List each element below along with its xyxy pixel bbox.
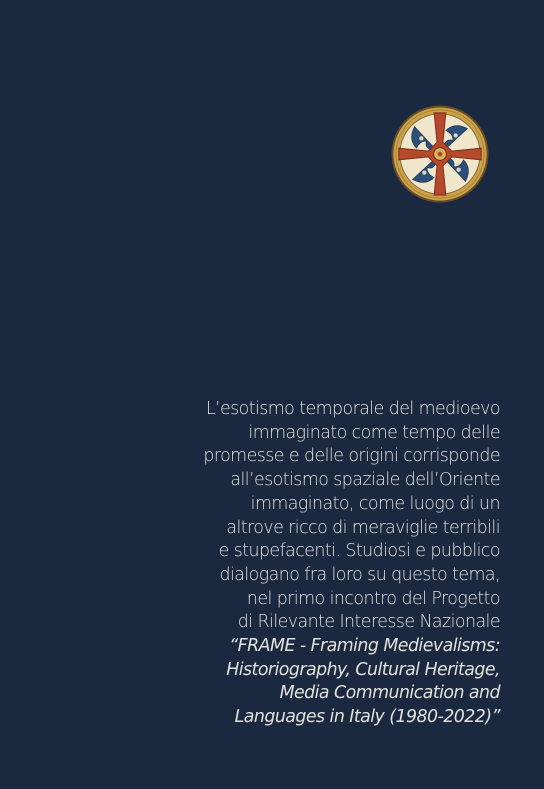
blurb-line: immaginato come tempo delle	[248, 422, 500, 443]
blurb-line: di Rilevante Interesse Nazionale	[237, 612, 500, 633]
blurb-line: e stupefacenti. Studiosi e pubblico	[218, 541, 500, 562]
blurb-line: immaginato, come luogo di un	[250, 493, 500, 514]
roundel-cross-medallion-icon	[391, 105, 489, 203]
blurb-line: all’esotismo spaziale dell’Oriente	[230, 470, 500, 491]
blurb-line: dialogano fra loro su questo tema,	[219, 564, 500, 585]
project-title-line: Historiography, Cultural Heritage,	[226, 659, 500, 680]
project-title-line: “FRAME - Framing Medievalisms:	[229, 636, 500, 657]
project-title-line: Languages in Italy (1980-2022)”	[234, 707, 500, 728]
blurb-line: promesse e delle origini corrisponde	[203, 446, 500, 467]
blurb-line: altrove ricco di meraviglie terribili	[226, 517, 500, 538]
blurb-line: nel primo incontro del Progetto	[246, 588, 500, 609]
blurb-line: L’esotismo temporale del medioevo	[205, 399, 500, 419]
project-title-line: Media Communication and	[279, 683, 500, 704]
promotional-blurb	[80, 398, 500, 730]
